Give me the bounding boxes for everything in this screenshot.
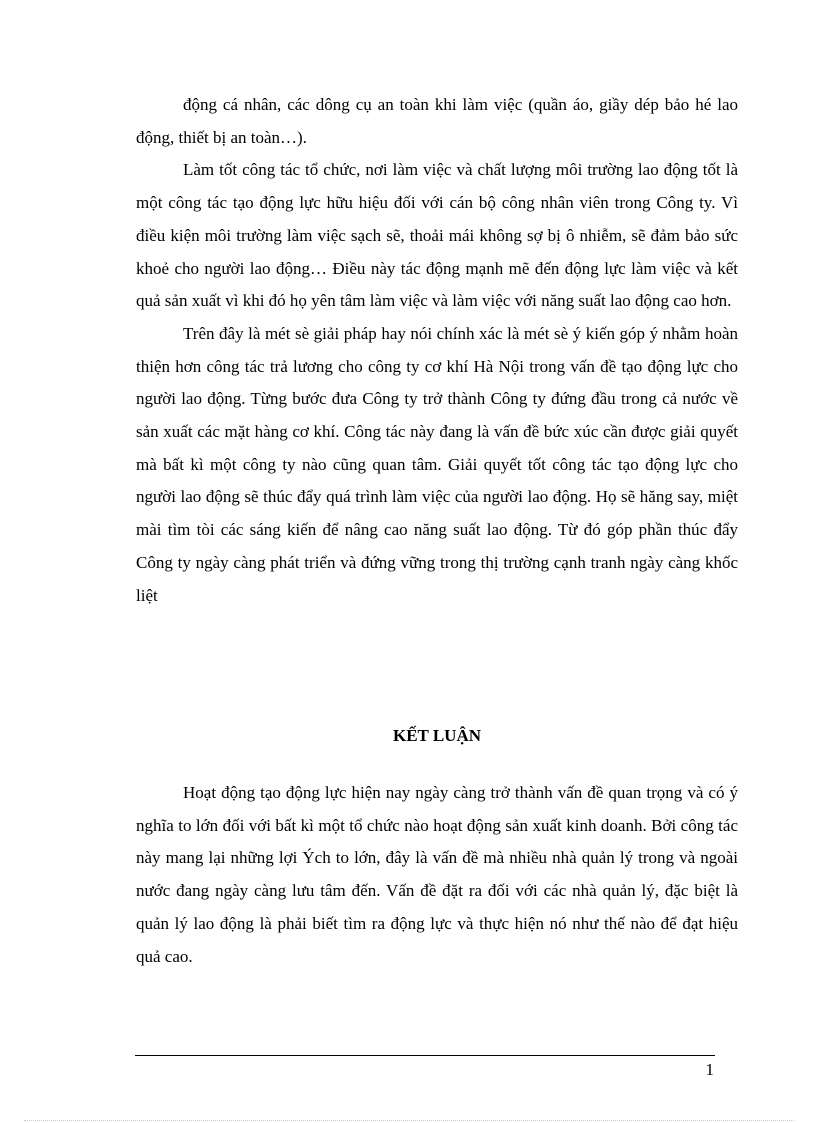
body-text-conclusion: [136, 777, 738, 973]
paragraph-solutions: Trên đây là mét sè giải pháp hay nói chính xác là mét sè ý kiến góp ý nhằm hoàn thiện hơn công tác trả lương cho công ty cơ khí Hà Nội trong vấn đề tạo động lực cho người lao động. Từng bước đưa Công ty trở thành Công ty đứng đầu trong cả nước về sản xuất các mặt hàng cơ khí. Công tác này đang là vấn đề bức xúc cần được giải quyết mà bất kì một công ty nào cũng quan tâm. Giải quyết tốt công tác tạo động lực cho người lao động sẽ thúc đẩy quá trình làm việc của người lao động. Họ sẽ hăng say, miệt mài tìm tòi các sáng kiến để nâng cao năng suất lao động. Từ đó góp phần thúc đẩy Công ty ngày càng phát triển và đứng vững trong thị trường cạnh tranh ngày càng khốc liệt: [136, 323, 738, 605]
paragraph-conclusion: Hoạt động tạo động lực hiện nay ngày càng trở thành vấn đề quan trọng và có ý nghĩa to lớn đối với bất kì một tổ chức nào hoạt động sản xuất kinh doanh. Bởi công tác này mang lại những lợi Ých to lớn, đây là vấn đề mà nhiều nhà quản lý trong và ngoài nước đang ngày càng lưu tâm đến. Vấn đề đặt ra đối với các nhà quản lý, đặc biệt là quản lý lao động là phải biết tìm ra động lực và thực hiện nó như thế nào để đạt hiệu quả cao.: [136, 783, 738, 966]
page-bottom-border: [24, 1120, 794, 1121]
body-text-top: [136, 89, 738, 612]
section-heading: KẾT LUẬN: [392, 726, 481, 745]
paragraph-work-environment: Làm tốt công tác tổ chức, nơi làm việc và chất lượng môi trường lao động tốt là một công tác tạo động lực hữu hiệu đối với cán bộ công nhân viên trong Công ty. Vì điều kiện môi trường làm việc sạch sẽ, thoải mái không sợ bị ô nhiễm, sẽ đảm bảo sức khoẻ cho người lao động… Điều này tác động mạnh mẽ đến động lực làm việc và kết quả sản xuất vì khi đó họ yên tâm làm việc và làm việc với năng suất lao động cao hơn.: [136, 160, 738, 311]
footer-divider: [135, 1055, 715, 1056]
paragraph-continuation: động cá nhân, các dông cụ an toàn khi làm việc (quần áo, giầy dép bảo hé lao động, thiết bị an toàn…).: [136, 95, 738, 147]
page-number: 1: [705, 1060, 714, 1079]
